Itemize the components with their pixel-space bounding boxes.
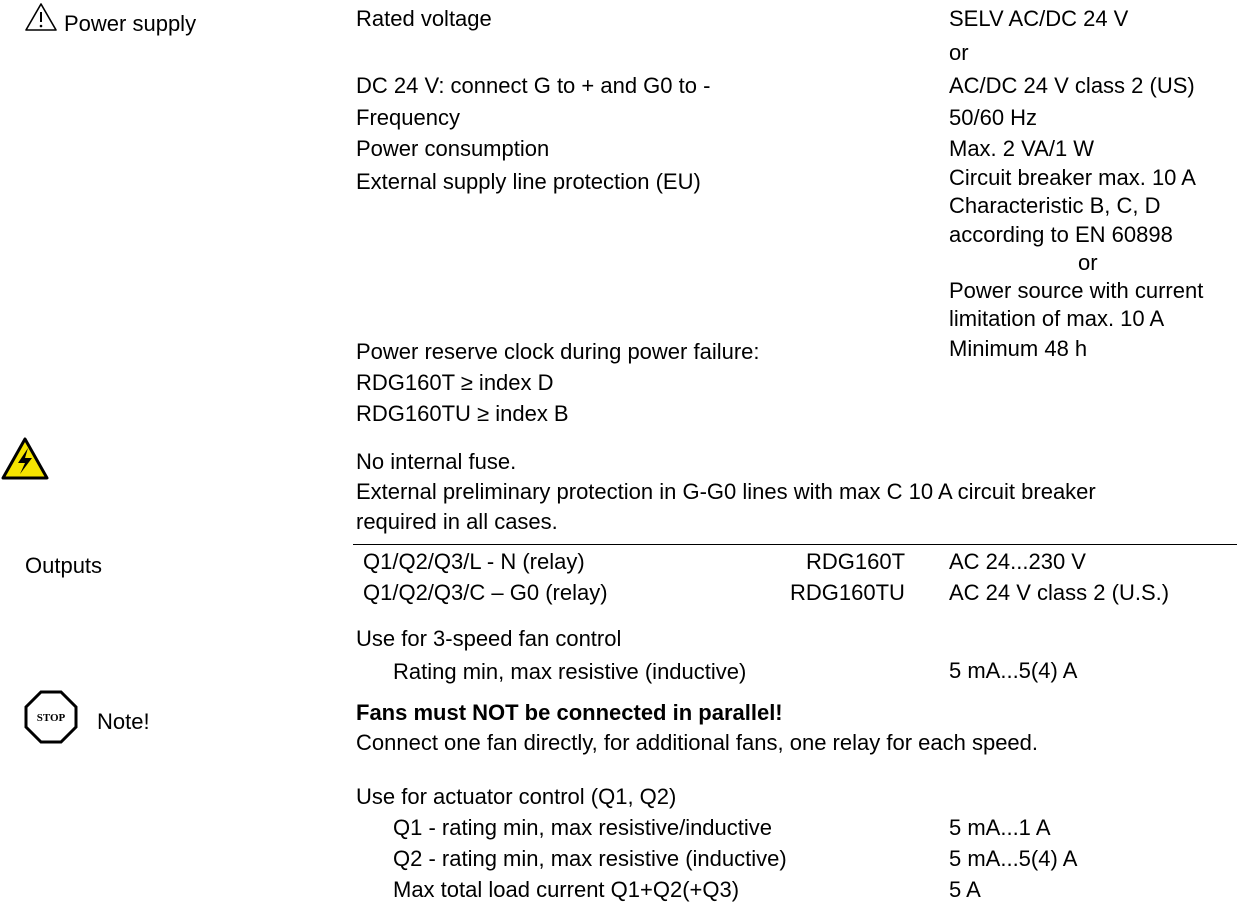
line-protection-line: Circuit breaker max. 10 A xyxy=(949,165,1196,190)
frequency-value: 50/60 Hz xyxy=(949,105,1038,130)
power-consumption-label: Power consumption xyxy=(356,136,550,161)
power-reserve-rdg160tu: RDG160TU ≥ index B xyxy=(356,401,569,426)
note-label: Note! xyxy=(97,709,150,734)
line-protection-or: or xyxy=(1078,250,1098,275)
actuator-rating-value: 5 mA...1 A xyxy=(949,815,1051,840)
dc-connection-label: DC 24 V: connect G to + and G0 to - xyxy=(356,73,711,98)
power-reserve-value: Minimum 48 h xyxy=(949,336,1088,361)
output-value: AC 24 V class 2 (U.S.) xyxy=(949,580,1170,605)
rated-voltage-value: SELV AC/DC 24 V xyxy=(949,6,1129,31)
electrical-hazard-icon xyxy=(0,436,50,482)
parallel-fans-warning: Fans must NOT be connected in parallel! xyxy=(356,700,783,725)
frequency-label: Frequency xyxy=(356,105,460,130)
stop-sign-icon xyxy=(24,690,78,744)
fan-rating-value: 5 mA...5(4) A xyxy=(949,658,1078,683)
dc-connection-value: AC/DC 24 V class 2 (US) xyxy=(949,73,1195,98)
caution-triangle-icon xyxy=(24,2,58,32)
power-consumption-value: Max. 2 VA/1 W xyxy=(949,136,1095,161)
actuator-rating-label: Q1 - rating min, max resistive/inductive xyxy=(393,815,773,840)
output-model: RDG160TU xyxy=(790,580,905,605)
actuator-control-heading: Use for actuator control (Q1, Q2) xyxy=(356,784,677,809)
fuse-note-line: required in all cases. xyxy=(356,509,558,534)
actuator-rating-value: 5 mA...5(4) A xyxy=(949,846,1078,871)
output-value: AC 24...230 V xyxy=(949,549,1086,574)
outputs-heading: Outputs xyxy=(25,553,103,578)
output-terminals: Q1/Q2/Q3/L - N (relay) xyxy=(363,549,585,574)
actuator-rating-label: Q2 - rating min, max resistive (inductive) xyxy=(393,846,787,871)
fan-connection-note: Connect one fan directly, for additional fans, one relay for each speed. xyxy=(356,730,1039,755)
line-protection-line: Power source with current xyxy=(949,278,1204,303)
line-protection-line: limitation of max. 10 A xyxy=(949,306,1165,331)
output-model: RDG160T xyxy=(806,549,906,574)
or-text: or xyxy=(949,40,969,65)
max-load-label: Max total load current Q1+Q2(+Q3) xyxy=(393,877,740,902)
power-reserve-label: Power reserve clock during power failure: xyxy=(356,339,760,364)
fan-control-heading: Use for 3-speed fan control xyxy=(356,626,622,651)
line-protection-line: according to EN 60898 xyxy=(949,222,1173,247)
power-reserve-rdg160t: RDG160T ≥ index D xyxy=(356,370,554,395)
section-divider xyxy=(353,544,1237,545)
power-supply-heading: Power supply xyxy=(64,11,197,36)
fuse-note-line: No internal fuse. xyxy=(356,449,517,474)
output-terminals: Q1/Q2/Q3/C – G0 (relay) xyxy=(363,580,608,605)
max-load-value: 5 A xyxy=(949,877,981,902)
fuse-note-line: External preliminary protection in G-G0 lines with max C 10 A circuit breaker xyxy=(356,479,1096,504)
line-protection-label: External supply line protection (EU) xyxy=(356,169,701,194)
rated-voltage-label: Rated voltage xyxy=(356,6,492,31)
fan-rating-label: Rating min, max resistive (inductive) xyxy=(393,659,747,684)
line-protection-line: Characteristic B, C, D xyxy=(949,193,1161,218)
stop-sign-label: STOP xyxy=(36,712,66,724)
